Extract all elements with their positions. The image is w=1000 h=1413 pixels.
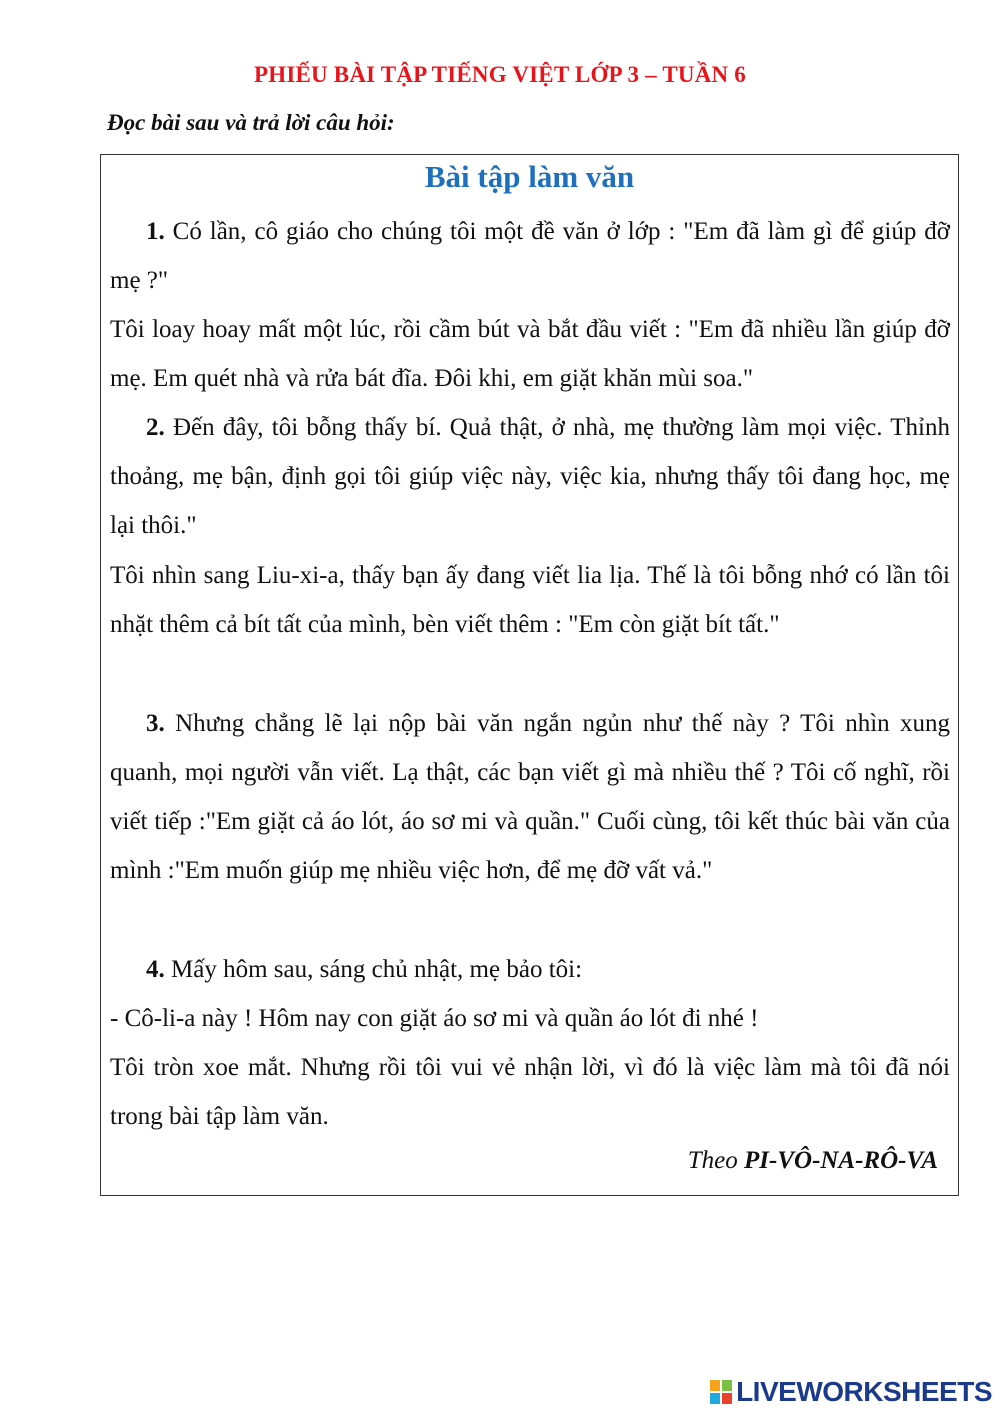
story-box — [100, 154, 959, 1196]
story-paragraph: Tôi loay hoay mất một lúc, rồi cầm bút và bắt đầu viết : "Em đã nhiều lần giúp đỡ mẹ. Em quét nhà và rửa bát đĩa. Đôi khi, em giặt khăn mùi soa." — [110, 316, 950, 392]
story-paragraph: 1. Có lần, cô giáo cho chúng tôi một đề văn ở lớp : "Em đã làm gì để giúp đỡ mẹ ?" — [110, 218, 950, 294]
story-paragraph: Tôi tròn xoe mắt. Nhưng rồi tôi vui vẻ nhận lời, vì đó là việc làm mà tôi đã nói trong bài tập làm văn. — [110, 1054, 950, 1130]
brand-name: LIVEWORKSHEETS — [736, 1376, 992, 1407]
author-name: PI-VÔ-NA-RÔ-VA — [744, 1147, 938, 1174]
story-paragraph: 3. Nhưng chẳng lẽ lại nộp bài văn ngắn ngủn như thế này ? Tôi nhìn xung quanh, mọi người vẫn viết. Lạ thật, các bạn viết gì mà nhiều thế ? Tôi cố nghĩ, rồi viết tiếp :"Em giặt cả áo lót, áo sơ mi và quần." Cuối cùng, tôi kết thúc bài văn của mình :"Em muốn giúp mẹ nhiều việc hơn, để mẹ đỡ vất vả." — [110, 710, 950, 884]
story-paragraph: 2. Đến đây, tôi bỗng thấy bí. Quả thật, ở nhà, mẹ thường làm mọi việc. Thỉnh thoảng, mẹ bận, định gọi tôi giúp việc này, việc kia, nhưng thấy tôi đang học, mẹ lại thôi." — [110, 414, 950, 539]
liveworksheets-logo-icon — [710, 1380, 732, 1404]
story-credit: Theo PI-VÔ-NA-RÔ-VA — [687, 1147, 938, 1174]
instruction-text: Đọc bài sau và trả lời câu hỏi: — [107, 110, 395, 135]
worksheet-title: PHIẾU BÀI TẬP TIẾNG VIỆT LỚP 3 – TUẦN 6 — [253, 62, 746, 87]
story-paragraph: - Cô-li-a này ! Hôm nay con giặt áo sơ mi và quần áo lót đi nhé ! — [110, 1005, 759, 1032]
story-title: Bài tập làm văn — [424, 159, 635, 194]
story-paragraph: Tôi nhìn sang Liu-xi-a, thấy bạn ấy đang viết lia lịa. Thế là tôi bỗng nhớ có lần tôi nhặt thêm cả bít tất của mình, bèn viết thêm : "Em còn giặt bít tất." — [110, 562, 950, 638]
story-paragraph: 4. Mấy hôm sau, sáng chủ nhật, mẹ bảo tôi: — [146, 956, 583, 983]
liveworksheets-brand — [710, 1376, 992, 1408]
